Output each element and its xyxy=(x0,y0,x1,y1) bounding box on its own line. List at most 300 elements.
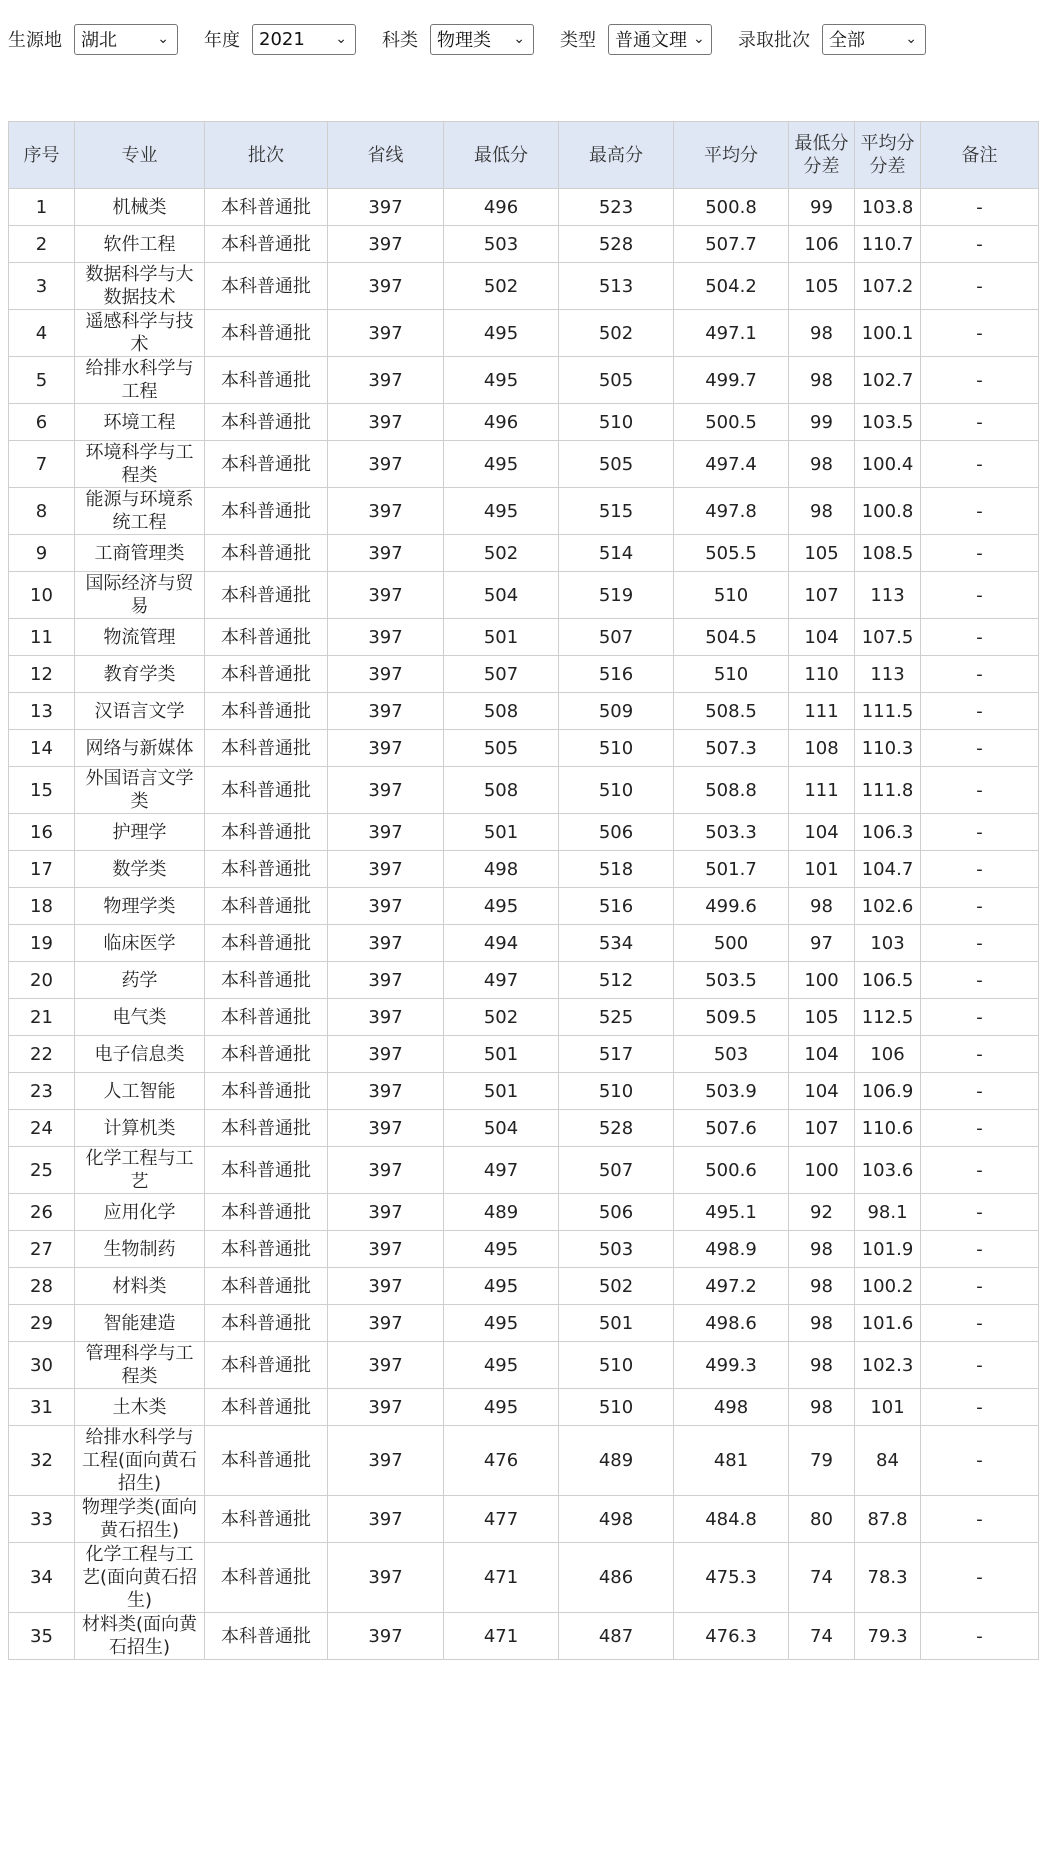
avg-score: 509.5 xyxy=(674,999,789,1036)
avg-score: 499.6 xyxy=(674,888,789,925)
batch: 本科普通批 xyxy=(205,619,328,656)
province-line: 397 xyxy=(328,1613,444,1660)
table-row xyxy=(9,572,1039,619)
province-line: 397 xyxy=(328,1305,444,1342)
remarks: - xyxy=(921,1543,1039,1613)
min-score: 501 xyxy=(444,1073,559,1110)
min-score: 476 xyxy=(444,1426,559,1496)
batch: 本科普通批 xyxy=(205,226,328,263)
avg-score-diff: 98.1 xyxy=(855,1194,921,1231)
avg-score: 499.7 xyxy=(674,357,789,404)
avg-score-diff: 107.2 xyxy=(855,263,921,310)
min-score: 495 xyxy=(444,1305,559,1342)
subject-label: 科类 xyxy=(382,30,418,51)
max-score: 514 xyxy=(559,535,674,572)
province-line: 397 xyxy=(328,888,444,925)
remarks: - xyxy=(921,189,1039,226)
batch-select[interactable] xyxy=(822,24,926,55)
major-name: 软件工程 xyxy=(75,226,205,263)
batch: 本科普通批 xyxy=(205,999,328,1036)
min-score-diff: 98 xyxy=(789,1389,855,1426)
min-score-diff: 104 xyxy=(789,814,855,851)
remarks: - xyxy=(921,730,1039,767)
batch: 本科普通批 xyxy=(205,535,328,572)
avg-score: 503 xyxy=(674,1036,789,1073)
max-score: 486 xyxy=(559,1543,674,1613)
batch: 本科普通批 xyxy=(205,404,328,441)
avg-score-diff: 100.4 xyxy=(855,441,921,488)
column-header-max-score: 最高分 xyxy=(559,122,674,189)
major-name: 应用化学 xyxy=(75,1194,205,1231)
remarks: - xyxy=(921,619,1039,656)
row-index: 19 xyxy=(9,925,75,962)
row-index: 9 xyxy=(9,535,75,572)
min-score-diff: 105 xyxy=(789,263,855,310)
batch: 本科普通批 xyxy=(205,1147,328,1194)
remarks: - xyxy=(921,999,1039,1036)
row-index: 20 xyxy=(9,962,75,999)
avg-score: 500.6 xyxy=(674,1147,789,1194)
batch: 本科普通批 xyxy=(205,1305,328,1342)
remarks: - xyxy=(921,404,1039,441)
major-name: 化学工程与工艺 xyxy=(75,1147,205,1194)
province-line: 397 xyxy=(328,767,444,814)
province-line: 397 xyxy=(328,189,444,226)
row-index: 21 xyxy=(9,999,75,1036)
batch: 本科普通批 xyxy=(205,693,328,730)
remarks: - xyxy=(921,226,1039,263)
table-row xyxy=(9,441,1039,488)
avg-score-diff: 103 xyxy=(855,925,921,962)
batch: 本科普通批 xyxy=(205,1110,328,1147)
min-score: 508 xyxy=(444,693,559,730)
batch: 本科普通批 xyxy=(205,1268,328,1305)
table-row xyxy=(9,619,1039,656)
type-select[interactable] xyxy=(608,24,712,55)
province-line: 397 xyxy=(328,572,444,619)
avg-score-diff: 103.6 xyxy=(855,1147,921,1194)
min-score: 508 xyxy=(444,767,559,814)
avg-score: 510 xyxy=(674,656,789,693)
max-score: 506 xyxy=(559,814,674,851)
min-score: 471 xyxy=(444,1543,559,1613)
min-score-diff: 98 xyxy=(789,441,855,488)
table-row xyxy=(9,1110,1039,1147)
table-header-row xyxy=(9,122,1039,189)
province-line: 397 xyxy=(328,404,444,441)
min-score: 495 xyxy=(444,1389,559,1426)
batch: 本科普通批 xyxy=(205,1342,328,1389)
avg-score-diff: 103.8 xyxy=(855,189,921,226)
avg-score-diff: 106.9 xyxy=(855,1073,921,1110)
major-name: 网络与新媒体 xyxy=(75,730,205,767)
table-row xyxy=(9,404,1039,441)
major-name: 智能建造 xyxy=(75,1305,205,1342)
row-index: 29 xyxy=(9,1305,75,1342)
province-select-value: 湖北 xyxy=(81,30,117,51)
max-score: 510 xyxy=(559,1389,674,1426)
min-score: 504 xyxy=(444,1110,559,1147)
column-header-min-diff: 最低分分差 xyxy=(789,122,855,189)
max-score: 505 xyxy=(559,441,674,488)
row-index: 22 xyxy=(9,1036,75,1073)
major-name: 给排水科学与工程(面向黄石招生) xyxy=(75,1426,205,1496)
chevron-down-icon: ⌄ xyxy=(693,31,705,47)
table-row xyxy=(9,1342,1039,1389)
subject-select[interactable] xyxy=(430,24,534,55)
avg-score-diff: 107.5 xyxy=(855,619,921,656)
remarks: - xyxy=(921,656,1039,693)
max-score: 534 xyxy=(559,925,674,962)
row-index: 12 xyxy=(9,656,75,693)
major-name: 化学工程与工艺(面向黄石招生) xyxy=(75,1543,205,1613)
row-index: 30 xyxy=(9,1342,75,1389)
avg-score: 508.8 xyxy=(674,767,789,814)
avg-score-diff: 110.7 xyxy=(855,226,921,263)
remarks: - xyxy=(921,1147,1039,1194)
major-name: 遥感科学与技术 xyxy=(75,310,205,357)
remarks: - xyxy=(921,1305,1039,1342)
min-score: 504 xyxy=(444,572,559,619)
min-score-diff: 98 xyxy=(789,488,855,535)
batch: 本科普通批 xyxy=(205,1231,328,1268)
year-select-value: 2021 xyxy=(259,28,305,50)
avg-score-diff: 106.3 xyxy=(855,814,921,851)
max-score: 528 xyxy=(559,1110,674,1147)
remarks: - xyxy=(921,263,1039,310)
major-name: 能源与环境系统工程 xyxy=(75,488,205,535)
max-score: 502 xyxy=(559,1268,674,1305)
row-index: 3 xyxy=(9,263,75,310)
province-label: 生源地 xyxy=(8,30,62,51)
min-score: 477 xyxy=(444,1496,559,1543)
min-score: 495 xyxy=(444,357,559,404)
batch: 本科普通批 xyxy=(205,1389,328,1426)
avg-score: 504.5 xyxy=(674,619,789,656)
table-row xyxy=(9,999,1039,1036)
batch: 本科普通批 xyxy=(205,888,328,925)
min-score-diff: 104 xyxy=(789,1073,855,1110)
avg-score: 499.3 xyxy=(674,1342,789,1389)
chevron-down-icon: ⌄ xyxy=(335,31,347,47)
avg-score-diff: 101.6 xyxy=(855,1305,921,1342)
major-name: 土木类 xyxy=(75,1389,205,1426)
avg-score: 507.7 xyxy=(674,226,789,263)
avg-score-diff: 100.1 xyxy=(855,310,921,357)
avg-score: 503.5 xyxy=(674,962,789,999)
major-name: 汉语言文学 xyxy=(75,693,205,730)
row-index: 5 xyxy=(9,357,75,404)
batch: 本科普通批 xyxy=(205,1426,328,1496)
row-index: 31 xyxy=(9,1389,75,1426)
max-score: 505 xyxy=(559,357,674,404)
min-score-diff: 97 xyxy=(789,925,855,962)
batch: 本科普通批 xyxy=(205,310,328,357)
min-score: 505 xyxy=(444,730,559,767)
remarks: - xyxy=(921,767,1039,814)
province-line: 397 xyxy=(328,1194,444,1231)
max-score: 510 xyxy=(559,730,674,767)
remarks: - xyxy=(921,1231,1039,1268)
province-line: 397 xyxy=(328,1426,444,1496)
table-row xyxy=(9,767,1039,814)
province-select[interactable] xyxy=(74,24,178,55)
remarks: - xyxy=(921,310,1039,357)
min-score: 497 xyxy=(444,962,559,999)
major-name: 环境科学与工程类 xyxy=(75,441,205,488)
remarks: - xyxy=(921,1110,1039,1147)
table-row xyxy=(9,925,1039,962)
remarks: - xyxy=(921,888,1039,925)
min-score-diff: 79 xyxy=(789,1426,855,1496)
row-index: 14 xyxy=(9,730,75,767)
row-index: 7 xyxy=(9,441,75,488)
row-index: 1 xyxy=(9,189,75,226)
batch: 本科普通批 xyxy=(205,730,328,767)
batch: 本科普通批 xyxy=(205,441,328,488)
remarks: - xyxy=(921,441,1039,488)
table-row xyxy=(9,814,1039,851)
min-score-diff: 110 xyxy=(789,656,855,693)
min-score-diff: 101 xyxy=(789,851,855,888)
major-name: 人工智能 xyxy=(75,1073,205,1110)
major-name: 计算机类 xyxy=(75,1110,205,1147)
batch: 本科普通批 xyxy=(205,572,328,619)
province-line: 397 xyxy=(328,1231,444,1268)
min-score-diff: 98 xyxy=(789,1305,855,1342)
table-row xyxy=(9,226,1039,263)
min-score-diff: 99 xyxy=(789,404,855,441)
batch: 本科普通批 xyxy=(205,962,328,999)
max-score: 519 xyxy=(559,572,674,619)
max-score: 516 xyxy=(559,656,674,693)
min-score: 501 xyxy=(444,1036,559,1073)
major-name: 机械类 xyxy=(75,189,205,226)
max-score: 510 xyxy=(559,767,674,814)
province-line: 397 xyxy=(328,1389,444,1426)
min-score-diff: 80 xyxy=(789,1496,855,1543)
min-score-diff: 106 xyxy=(789,226,855,263)
min-score: 502 xyxy=(444,999,559,1036)
min-score-diff: 105 xyxy=(789,535,855,572)
min-score: 507 xyxy=(444,656,559,693)
remarks: - xyxy=(921,1342,1039,1389)
major-name: 教育学类 xyxy=(75,656,205,693)
column-header-avg-score: 平均分 xyxy=(674,122,789,189)
min-score-diff: 100 xyxy=(789,1147,855,1194)
province-line: 397 xyxy=(328,1268,444,1305)
remarks: - xyxy=(921,1268,1039,1305)
table-row xyxy=(9,693,1039,730)
major-name: 材料类(面向黄石招生) xyxy=(75,1613,205,1660)
min-score-diff: 98 xyxy=(789,310,855,357)
major-name: 国际经济与贸易 xyxy=(75,572,205,619)
province-line: 397 xyxy=(328,488,444,535)
min-score-diff: 107 xyxy=(789,1110,855,1147)
remarks: - xyxy=(921,925,1039,962)
province-line: 397 xyxy=(328,1342,444,1389)
remarks: - xyxy=(921,1073,1039,1110)
avg-score-diff: 104.7 xyxy=(855,851,921,888)
province-line: 397 xyxy=(328,814,444,851)
table-row xyxy=(9,1496,1039,1543)
chevron-down-icon: ⌄ xyxy=(513,31,525,47)
province-line: 397 xyxy=(328,925,444,962)
chevron-down-icon: ⌄ xyxy=(905,31,917,47)
row-index: 26 xyxy=(9,1194,75,1231)
min-score: 503 xyxy=(444,226,559,263)
avg-score-diff: 101.9 xyxy=(855,1231,921,1268)
table-row xyxy=(9,1268,1039,1305)
row-index: 18 xyxy=(9,888,75,925)
avg-score-diff: 113 xyxy=(855,656,921,693)
min-score: 498 xyxy=(444,851,559,888)
province-line: 397 xyxy=(328,1543,444,1613)
avg-score: 510 xyxy=(674,572,789,619)
avg-score-diff: 110.6 xyxy=(855,1110,921,1147)
avg-score: 498.9 xyxy=(674,1231,789,1268)
row-index: 27 xyxy=(9,1231,75,1268)
table-row xyxy=(9,1073,1039,1110)
min-score: 495 xyxy=(444,488,559,535)
max-score: 513 xyxy=(559,263,674,310)
table-row xyxy=(9,1194,1039,1231)
row-index: 32 xyxy=(9,1426,75,1496)
max-score: 487 xyxy=(559,1613,674,1660)
table-body xyxy=(9,189,1039,1660)
column-header-remarks: 备注 xyxy=(921,122,1039,189)
remarks: - xyxy=(921,962,1039,999)
major-name: 电气类 xyxy=(75,999,205,1036)
max-score: 507 xyxy=(559,619,674,656)
table-row xyxy=(9,263,1039,310)
remarks: - xyxy=(921,535,1039,572)
table-row xyxy=(9,1147,1039,1194)
avg-score: 504.2 xyxy=(674,263,789,310)
row-index: 23 xyxy=(9,1073,75,1110)
remarks: - xyxy=(921,851,1039,888)
row-index: 28 xyxy=(9,1268,75,1305)
table-row xyxy=(9,189,1039,226)
avg-score: 505.5 xyxy=(674,535,789,572)
avg-score-diff: 108.5 xyxy=(855,535,921,572)
row-index: 25 xyxy=(9,1147,75,1194)
min-score-diff: 105 xyxy=(789,999,855,1036)
avg-score: 503.3 xyxy=(674,814,789,851)
min-score-diff: 98 xyxy=(789,1268,855,1305)
province-line: 397 xyxy=(328,656,444,693)
major-name: 生物制药 xyxy=(75,1231,205,1268)
max-score: 498 xyxy=(559,1496,674,1543)
max-score: 509 xyxy=(559,693,674,730)
min-score: 495 xyxy=(444,1231,559,1268)
major-name: 工商管理类 xyxy=(75,535,205,572)
min-score: 495 xyxy=(444,1342,559,1389)
avg-score: 497.4 xyxy=(674,441,789,488)
major-name: 物理学类 xyxy=(75,888,205,925)
major-name: 护理学 xyxy=(75,814,205,851)
row-index: 17 xyxy=(9,851,75,888)
min-score: 501 xyxy=(444,814,559,851)
row-index: 2 xyxy=(9,226,75,263)
min-score: 497 xyxy=(444,1147,559,1194)
avg-score: 484.8 xyxy=(674,1496,789,1543)
table-row xyxy=(9,656,1039,693)
province-line: 397 xyxy=(328,357,444,404)
table-row xyxy=(9,1543,1039,1613)
major-name: 环境工程 xyxy=(75,404,205,441)
batch: 本科普通批 xyxy=(205,925,328,962)
avg-score: 498 xyxy=(674,1389,789,1426)
major-name: 外国语言文学类 xyxy=(75,767,205,814)
row-index: 24 xyxy=(9,1110,75,1147)
major-name: 电子信息类 xyxy=(75,1036,205,1073)
major-name: 临床医学 xyxy=(75,925,205,962)
table-row xyxy=(9,1613,1039,1660)
column-header-batch: 批次 xyxy=(205,122,328,189)
province-line: 397 xyxy=(328,1036,444,1073)
min-score: 502 xyxy=(444,263,559,310)
table-row xyxy=(9,357,1039,404)
row-index: 15 xyxy=(9,767,75,814)
avg-score: 498.6 xyxy=(674,1305,789,1342)
avg-score: 507.3 xyxy=(674,730,789,767)
avg-score: 501.7 xyxy=(674,851,789,888)
table-row xyxy=(9,888,1039,925)
row-index: 16 xyxy=(9,814,75,851)
table-row xyxy=(9,1231,1039,1268)
batch: 本科普通批 xyxy=(205,1073,328,1110)
min-score: 496 xyxy=(444,404,559,441)
min-score-diff: 98 xyxy=(789,357,855,404)
province-line: 397 xyxy=(328,1073,444,1110)
max-score: 515 xyxy=(559,488,674,535)
remarks: - xyxy=(921,1194,1039,1231)
avg-score: 507.6 xyxy=(674,1110,789,1147)
min-score-diff: 108 xyxy=(789,730,855,767)
max-score: 510 xyxy=(559,404,674,441)
avg-score-diff: 110.3 xyxy=(855,730,921,767)
province-line: 397 xyxy=(328,263,444,310)
min-score-diff: 104 xyxy=(789,619,855,656)
min-score: 495 xyxy=(444,441,559,488)
avg-score-diff: 113 xyxy=(855,572,921,619)
major-name: 给排水科学与工程 xyxy=(75,357,205,404)
table-row xyxy=(9,1305,1039,1342)
major-name: 数学类 xyxy=(75,851,205,888)
remarks: - xyxy=(921,1389,1039,1426)
max-score: 501 xyxy=(559,1305,674,1342)
remarks: - xyxy=(921,572,1039,619)
province-line: 397 xyxy=(328,730,444,767)
avg-score: 481 xyxy=(674,1426,789,1496)
avg-score: 497.8 xyxy=(674,488,789,535)
province-line: 397 xyxy=(328,1147,444,1194)
min-score: 495 xyxy=(444,888,559,925)
province-line: 397 xyxy=(328,535,444,572)
year-select[interactable] xyxy=(252,24,356,55)
batch: 本科普通批 xyxy=(205,851,328,888)
column-header-min-score: 最低分 xyxy=(444,122,559,189)
max-score: 518 xyxy=(559,851,674,888)
row-index: 13 xyxy=(9,693,75,730)
max-score: 502 xyxy=(559,310,674,357)
min-score-diff: 104 xyxy=(789,1036,855,1073)
avg-score-diff: 103.5 xyxy=(855,404,921,441)
avg-score-diff: 102.7 xyxy=(855,357,921,404)
row-index: 33 xyxy=(9,1496,75,1543)
batch: 本科普通批 xyxy=(205,263,328,310)
